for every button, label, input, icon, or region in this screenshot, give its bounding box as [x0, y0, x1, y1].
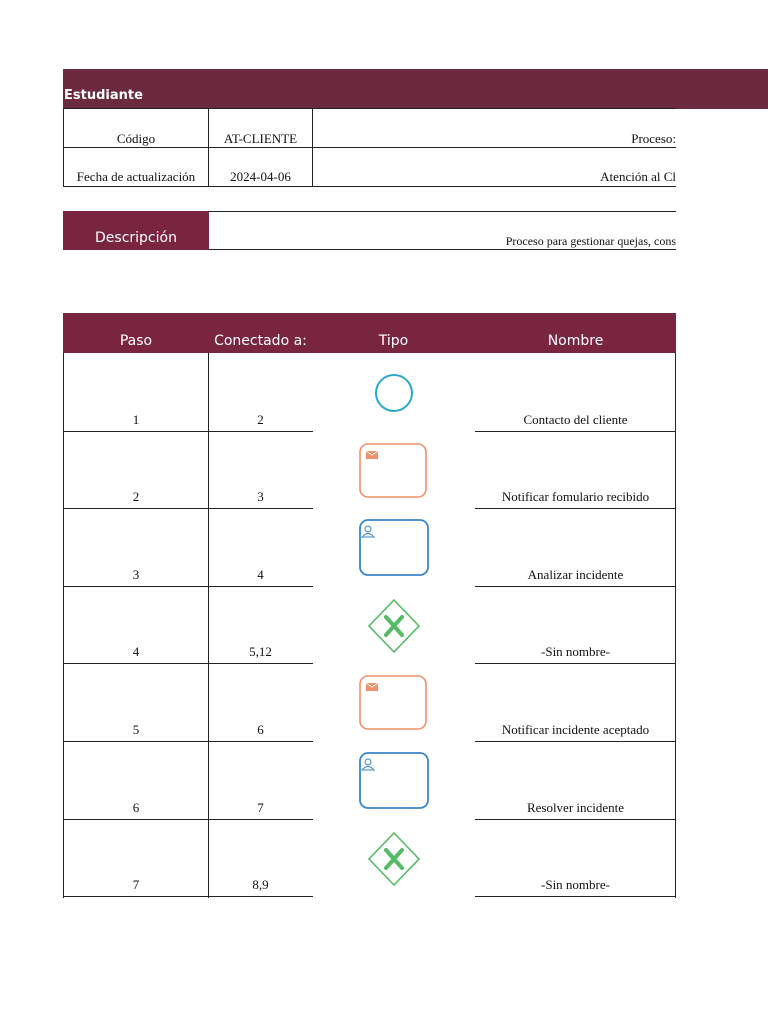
divider — [63, 431, 313, 432]
conectado-cell: 8,9 — [252, 877, 269, 892]
user-task-icon — [354, 516, 434, 580]
divider — [63, 586, 313, 587]
divider — [63, 741, 313, 742]
conectado-cell: 4 — [257, 567, 264, 582]
col-paso: Paso — [119, 333, 153, 349]
divider — [63, 819, 313, 820]
nombre-cell: -Sin nombre- — [541, 877, 610, 892]
divider — [63, 186, 676, 187]
divider — [675, 663, 676, 742]
divider — [209, 249, 676, 250]
paso-cell: 4 — [132, 644, 140, 659]
codigo-label: Código — [116, 131, 156, 146]
sheet-title: Estudiante — [64, 88, 143, 103]
exclusive-gateway-icon — [354, 827, 434, 891]
descripcion-label: Descripción — [95, 230, 177, 246]
divider — [475, 586, 676, 587]
conectado-cell: 2 — [257, 412, 264, 427]
exclusive-gateway-icon — [354, 594, 434, 658]
col-conectado: Conectado a: — [214, 333, 307, 349]
paso-cell: 6 — [132, 800, 140, 815]
paso-cell: 7 — [132, 877, 140, 892]
fecha-value: 2024-04-06 — [230, 169, 291, 184]
codigo-value: AT-CLIENTE — [223, 131, 298, 146]
nombre-cell: Analizar incidente — [527, 567, 624, 582]
conectado-cell: 7 — [257, 800, 264, 815]
divider — [475, 431, 676, 432]
divider — [675, 586, 676, 665]
col-nombre: Nombre — [547, 333, 604, 349]
start-event-icon — [354, 361, 434, 425]
paso-cell: 5 — [132, 722, 140, 737]
divider — [675, 353, 676, 432]
nombre-cell: Notificar incidente aceptado — [501, 722, 650, 737]
divider — [475, 663, 676, 664]
conectado-cell: 5,12 — [249, 644, 272, 659]
conectado-cell: 6 — [257, 722, 264, 737]
nombre-cell: Resolver incidente — [526, 800, 625, 815]
user-task-icon — [354, 749, 434, 813]
divider — [675, 819, 676, 898]
divider — [675, 508, 676, 587]
fecha-label: Fecha de actualización — [76, 169, 196, 184]
divider — [63, 108, 676, 109]
divider — [475, 741, 676, 742]
divider — [475, 896, 676, 897]
send-task-icon — [354, 439, 434, 503]
paso-cell: 2 — [132, 489, 140, 504]
title-bar — [63, 69, 768, 109]
divider — [209, 211, 676, 212]
divider — [63, 663, 313, 664]
descripcion-value: Proceso para gestionar quejas, cons — [505, 234, 676, 248]
divider — [63, 508, 313, 509]
nombre-cell: Notificar fomulario recibido — [501, 489, 650, 504]
divider — [475, 508, 676, 509]
nombre-cell: -Sin nombre- — [541, 644, 610, 659]
divider — [675, 741, 676, 820]
divider — [675, 431, 676, 510]
paso-cell: 1 — [132, 412, 140, 427]
nombre-cell: Contacto del cliente — [523, 412, 628, 427]
send-task-icon — [354, 671, 434, 735]
proceso-label: Proceso: — [631, 131, 676, 146]
divider — [63, 147, 676, 148]
divider — [475, 819, 676, 820]
divider — [63, 896, 313, 897]
col-tipo: Tipo — [378, 333, 409, 349]
conectado-cell: 3 — [257, 489, 264, 504]
proceso-value: Atención al Cl — [600, 169, 676, 184]
paso-cell: 3 — [132, 567, 140, 582]
